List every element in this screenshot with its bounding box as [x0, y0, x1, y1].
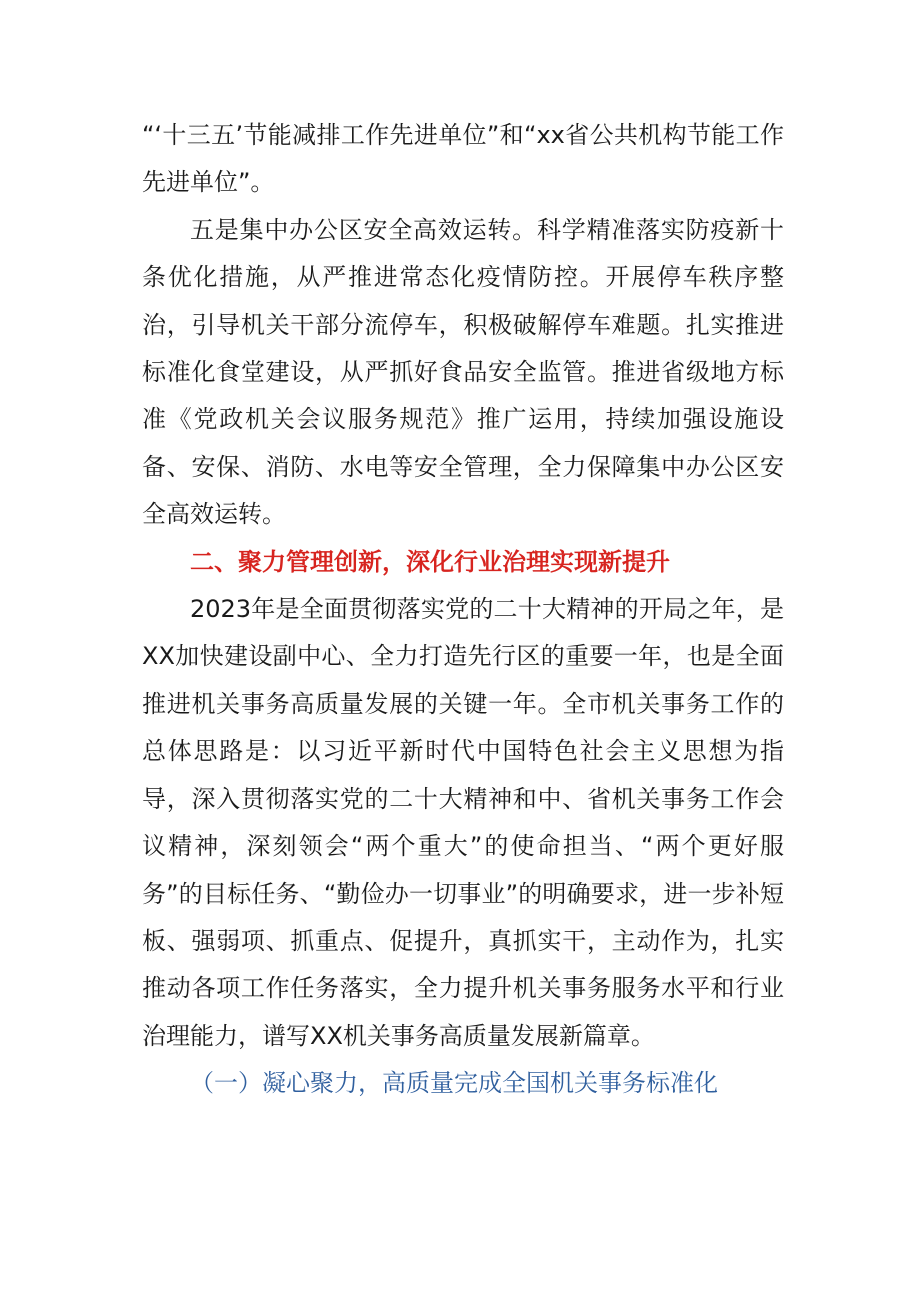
paragraph-continuation: “‘十三五’节能减排工作先进单位”和“xx省公共机构节能工作先进单位”。: [142, 121, 784, 197]
subsection-heading: （一）凝心聚力，高质量完成全国机关事务标准化: [190, 1069, 718, 1098]
section-heading: 二、聚力管理创新，深化行业治理实现新提升: [190, 547, 670, 576]
paragraph-overall-approach: 2023年是全面贯彻落实党的二十大精神的开局之年，是XX加快建设副中心、全力打造先行区的重要一年，也是全面推进机关事务高质量发展的关键一年。全市机关事务工作的总体思路是：以习近平新时代中国特色社会主义思想为指导，深入贯彻落实党的二十大精神和中、省机关事务工作会议精神，深刻领会“两个重大”的使命担当、“两个更好服务”的目标任务、“勤俭办一切事业”的明确要求，进一步补短板、强弱项、抓重点、促提升，真抓实干，主动作为，扎实推动各项工作任务落实，全力提升机关事务服务水平和行业治理能力，谱写XX机关事务高质量发展新篇章。: [142, 595, 784, 1050]
paragraph-office-safety: 五是集中办公区安全高效运转。科学精准落实防疫新十条优化措施，从严推进常态化疫情防控。开展停车秩序整治，引导机关干部分流停车，积极破解停车难题。扎实推进标准化食堂建设，从严抓好食品安全监管。推进省级地方标准《党政机关会议服务规范》推广运用，持续加强设施设备、安保、消防、水电等安全管理，全力保障集中办公区安全高效运转。: [142, 215, 784, 529]
